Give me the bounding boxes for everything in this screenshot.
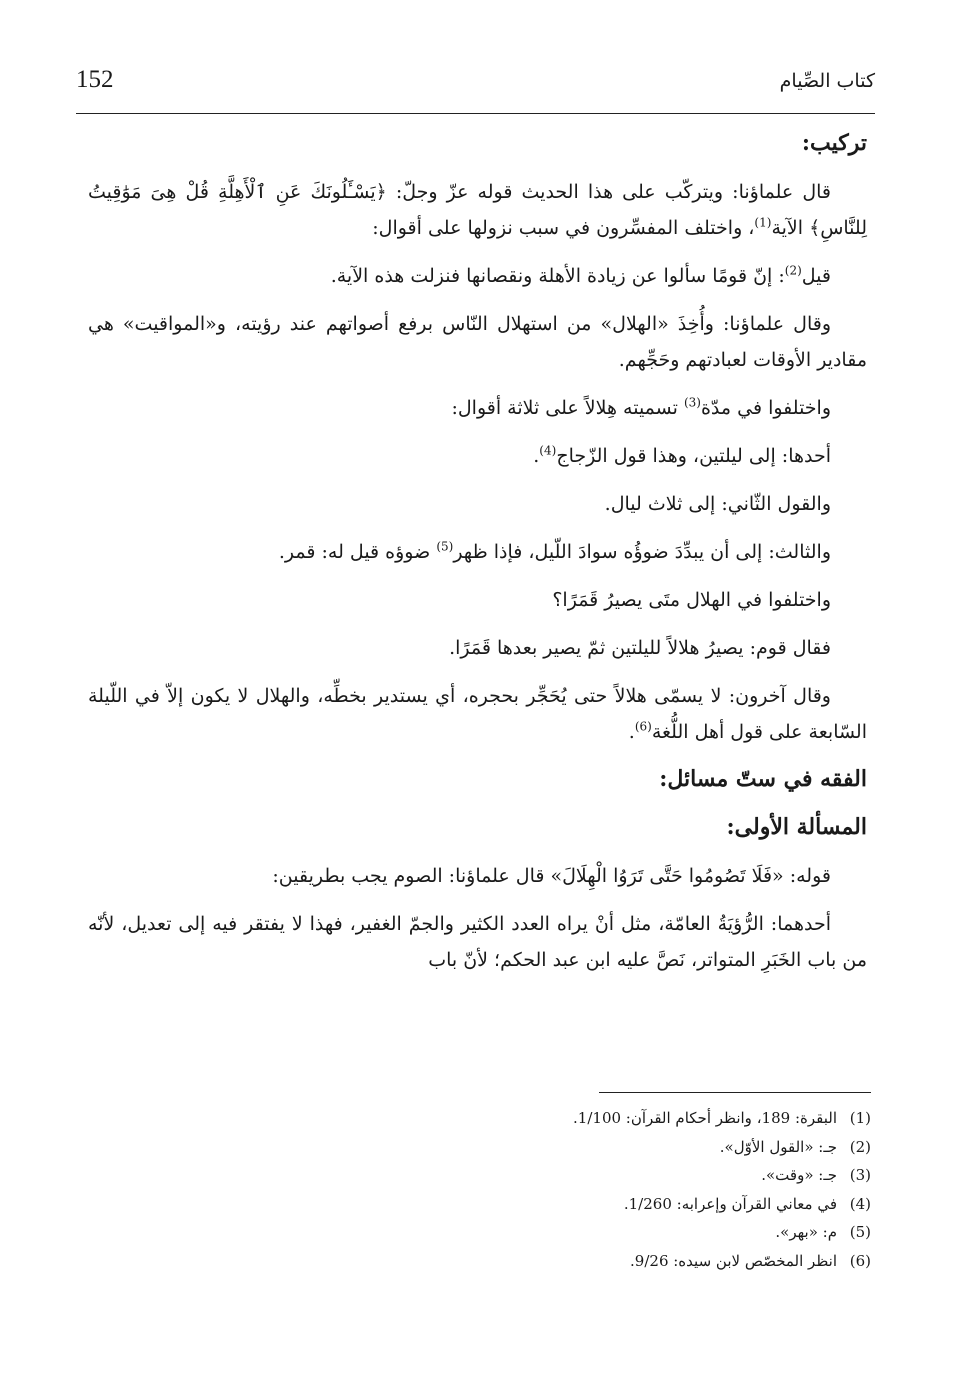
paragraph bbox=[88, 582, 867, 618]
paragraph-text: الفقه في ستّ مسائل: bbox=[659, 766, 867, 792]
footnote-text: انظر المخصّص لابن سيده: 9/26. bbox=[630, 1251, 837, 1270]
paragraph bbox=[88, 486, 867, 522]
paragraph-text-tail: ، واختلف المفسِّرون في سبب نزولها على أقوال: bbox=[372, 217, 755, 239]
footnote-ref: (3) bbox=[683, 395, 701, 410]
footnote bbox=[88, 1190, 871, 1219]
footnotes bbox=[88, 1092, 871, 1275]
paragraph bbox=[88, 630, 867, 666]
paragraph-text-tail: . bbox=[533, 445, 540, 467]
paragraph bbox=[88, 438, 867, 474]
paragraph bbox=[88, 306, 867, 378]
footnote-text: جـ: «القول الأوّل». bbox=[719, 1137, 837, 1156]
footnote-number: (3) bbox=[849, 1166, 871, 1184]
main-text bbox=[88, 120, 867, 990]
paragraph bbox=[88, 258, 867, 294]
page-number: 152 bbox=[76, 66, 114, 93]
paragraph-text: وقال آخرون: لا يسمّى هلالاً حتى يُحَجِّر بحجره، أي يستدير بخطِّه، والهلال لا يكون إلاّ في اللّيلة السّابعة على قول أهل اللُّغة bbox=[88, 685, 867, 743]
paragraph bbox=[88, 906, 867, 978]
paragraph bbox=[88, 174, 867, 246]
footnote-ref: (4) bbox=[539, 443, 557, 458]
footnote-number: (6) bbox=[849, 1251, 871, 1270]
paragraph-text: والثالث: إلى أن يبدِّدَ ضوؤُه سوادَ اللّيل، فإذا ظهر bbox=[453, 541, 831, 563]
footnote-number: (5) bbox=[849, 1223, 871, 1241]
paragraph-text: قوله: «فَلَا تَصُومُوا حَتَّى تَرَوُا الْهِلَالَ» قال علماؤنا: الصوم يجب بطريقين: bbox=[272, 865, 831, 887]
paragraph-text-tail: . bbox=[628, 721, 635, 743]
paragraph-text: وقال علماؤنا: وأُخِذَ «الهلال» من استهلال النّاس برفع أصواتهم عند رؤيته، و«المواقيت» هي مقادير الأوقات لعبادتهم وحَجِّهم. bbox=[88, 313, 867, 371]
paragraph-text: قال علماؤنا: ويتركّب على هذا الحديث قوله عزّ وجلّ: ﴿يَسْـَٔلُونَكَ عَنِ ٱلْأَهِلَّةِ قُلْ هِىَ مَوَٰقِيتُ لِلنَّاسِ﴾ الآية bbox=[88, 181, 867, 239]
footnote-ref: (2) bbox=[784, 263, 802, 278]
paragraph bbox=[88, 390, 867, 426]
footnote-text: م: «بهر». bbox=[775, 1223, 837, 1241]
page-header bbox=[76, 64, 875, 114]
footnote-text: في معاني القرآن وإعرابه: 1/260. bbox=[623, 1194, 837, 1213]
paragraph-text: أحدهما: الرُّؤيَةُ العامّة، مثل أنْ يراه العدد الكثير والجمّ الغفير، فهذا لا يفتقر فيه إلى تعديل، لأنّه من باب الخَبَرِ المتواتر، نَصَّ عليه ابن عبد الحكم؛ لأنّ باب bbox=[88, 913, 867, 971]
section-heading bbox=[88, 126, 867, 160]
paragraph-text-tail: تسميته هِلالاً على ثلاثة أقوال: bbox=[451, 397, 684, 419]
section-heading bbox=[88, 762, 867, 796]
footnote-list bbox=[88, 1092, 871, 1275]
footnote-ref: (6) bbox=[634, 719, 652, 734]
paragraph-text: واختلفوا في الهلال متَى يصيرُ قَمَرًا؟ bbox=[552, 589, 831, 611]
paragraph-text: قيل bbox=[801, 265, 831, 287]
footnote-rule bbox=[599, 1092, 871, 1093]
paragraph-text: فقال قوم: يصيرُ هلالاً لليلتين ثمّ يصير بعدها قَمَرًا. bbox=[449, 637, 831, 659]
footnote-ref: (1) bbox=[754, 215, 772, 230]
paragraph-text: والقول الثّاني: إلى ثلاث ليال. bbox=[604, 493, 831, 515]
paragraph-text: أحدها: إلى ليلتين، وهذا قول الزّجاج bbox=[556, 445, 831, 467]
footnote bbox=[88, 1247, 871, 1276]
paragraph bbox=[88, 858, 867, 894]
footnote-text: البقرة: 189، وانظر أحكام القرآن: 1/100. bbox=[573, 1109, 837, 1127]
paragraph-text-tail: ضوؤه قيل له: قمر. bbox=[278, 541, 437, 563]
header-rule bbox=[76, 113, 875, 114]
footnote bbox=[88, 1161, 871, 1190]
footnote-text: جـ: «وقت». bbox=[761, 1166, 837, 1184]
footnote-ref: (5) bbox=[436, 539, 454, 554]
section-heading bbox=[88, 810, 867, 844]
paragraph-text: تركيب: bbox=[801, 130, 867, 156]
running-title: كتاب الصِّيام bbox=[779, 70, 875, 92]
paragraph-text: المسألة الأولى: bbox=[726, 814, 867, 840]
footnote bbox=[88, 1133, 871, 1162]
footnote bbox=[88, 1218, 871, 1247]
paragraph-text: واختلفوا في مدّة bbox=[700, 397, 831, 419]
footnote-number: (1) bbox=[849, 1109, 871, 1127]
paragraph bbox=[88, 678, 867, 750]
paragraph-text-tail: : إنّ قومًا سألوا عن زيادة الأهلة ونقصانها فنزلت هذه الآية. bbox=[330, 265, 785, 287]
footnote-number: (2) bbox=[849, 1137, 871, 1156]
paragraph bbox=[88, 534, 867, 570]
footnote bbox=[88, 1104, 871, 1133]
footnote-number: (4) bbox=[849, 1194, 871, 1213]
